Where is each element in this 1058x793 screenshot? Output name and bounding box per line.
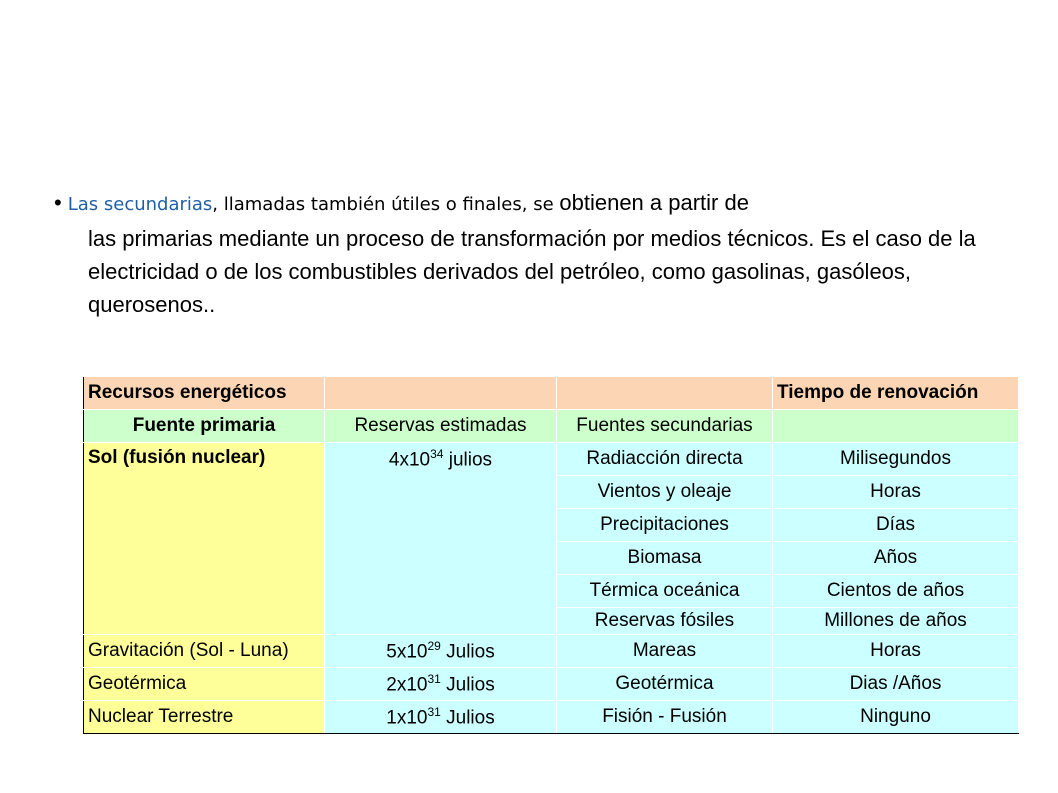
source-cell: Gravitación (Sol - Luna) (84, 635, 325, 668)
header-empty-3 (773, 410, 1019, 443)
source-cell: Nuclear Terrestre (84, 701, 325, 734)
term-secundarias: Las secundarias (67, 194, 213, 215)
reserve-base: 1x10 (386, 707, 428, 729)
secondary-cell: Biomasa (557, 542, 773, 575)
header-fuente-primaria: Fuente primaria (84, 410, 325, 443)
table-row (84, 635, 1019, 668)
reserve-base: 4x10 (388, 449, 431, 471)
paragraph-rest: las primarias mediante un proceso de transformación por medios técnicos. Es el caso de la electricidad o de los combustibles derivados del petróleo, como gasolinas, gasóleos, querosenos.. (88, 226, 976, 317)
time-cell: Años (773, 542, 1019, 575)
reserve-cell (325, 701, 557, 734)
reserve-unit: julios (443, 449, 493, 471)
secondary-cell: Precipitaciones (557, 509, 773, 542)
source-cell: Sol (fusión nuclear) (84, 443, 325, 635)
reserve-exponent: 31 (427, 704, 441, 719)
header-empty-2 (557, 377, 773, 410)
secondary-cell: Fisión - Fusión (557, 701, 773, 734)
reserve-exponent: 31 (427, 671, 441, 686)
time-cell: Horas (773, 635, 1019, 668)
reserve-base: 5x10 (386, 641, 428, 663)
bullet-icon: • (54, 190, 62, 215)
reserve-cell (325, 635, 557, 668)
table-row (84, 701, 1019, 734)
time-cell: Días (773, 509, 1019, 542)
header-tiempo: Tiempo de renovación (773, 377, 1019, 410)
reserve-exponent: 34 (430, 447, 444, 461)
reserve-cell (325, 668, 557, 701)
description-paragraph (54, 186, 1034, 321)
reserve-unit: Julios (440, 674, 495, 696)
header-reservas: Reservas estimadas (325, 410, 557, 443)
secondary-cell: Geotérmica (557, 668, 773, 701)
reserve-unit: Julios (440, 707, 495, 729)
table-row (84, 668, 1019, 701)
header-recursos: Recursos energéticos (84, 377, 325, 410)
paragraph-part2: , llamadas también útiles o finales, se (212, 194, 560, 215)
reserve-cell (325, 443, 557, 635)
energy-resources-table (83, 376, 1019, 734)
table-row (84, 443, 1019, 476)
header-fuentes-secundarias: Fuentes secundarias (557, 410, 773, 443)
paragraph-part3: obtienen a partir de (559, 190, 749, 215)
time-cell: Dias /Años (773, 668, 1019, 701)
header-empty-1 (325, 377, 557, 410)
source-cell: Geotérmica (84, 668, 325, 701)
time-cell: Horas (773, 476, 1019, 509)
secondary-cell: Térmica oceánica (557, 575, 773, 608)
time-cell: Cientos de años (773, 575, 1019, 608)
time-cell: Millones de años (773, 608, 1019, 635)
paragraph-first-line (54, 186, 1034, 222)
secondary-cell: Vientos y oleaje (557, 476, 773, 509)
reserve-exponent: 29 (427, 638, 441, 653)
time-cell: Ninguno (773, 701, 1019, 734)
secondary-cell: Reservas fósiles (557, 608, 773, 635)
secondary-cell: Radiacción directa (557, 443, 773, 476)
table-header-row-2 (84, 410, 1019, 443)
secondary-cell: Mareas (557, 635, 773, 668)
time-cell: Milisegundos (773, 443, 1019, 476)
reserve-base: 2x10 (386, 674, 428, 696)
table-header-row-1 (84, 377, 1019, 410)
reserve-unit: Julios (440, 641, 495, 663)
